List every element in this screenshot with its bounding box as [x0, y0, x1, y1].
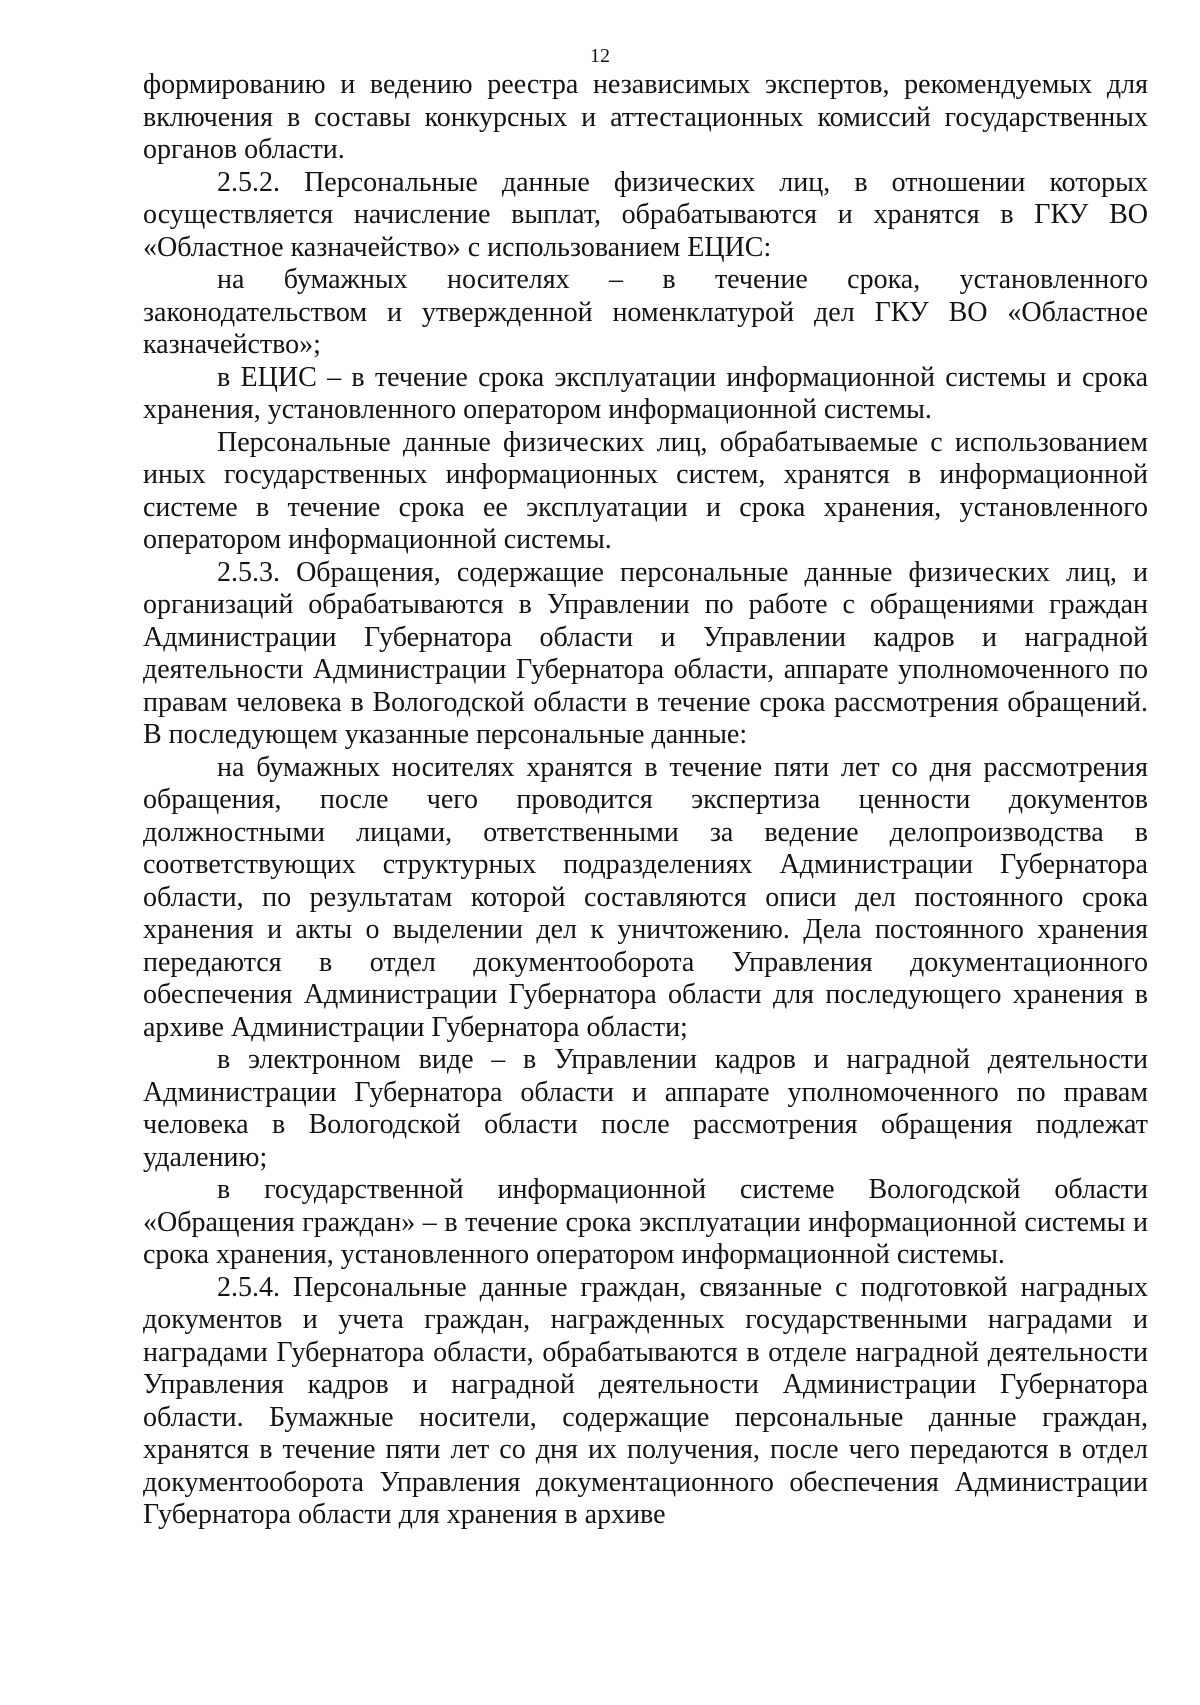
- paragraph-2-5-3: 2.5.3. Обращения, содержащие персональные данные физических лиц, и организаций обрабатываются в Управлении по работе с обращениями граждан Администрации Губернатора области и Управлении кадров и наградной деятельности Администрации Губернатора области, аппарате уполномоченного по правам человека в Вологодской области в течение срока рассмотрения обращений. В последующем указанные персональные данные:: [143, 556, 1148, 750]
- page-number: 12: [590, 45, 610, 67]
- paragraph-paper-media: на бумажных носителях – в течение срока, установленного законодательством и утвержденной номенклатурой дел ГКУ ВО «Областное казначейство»;: [143, 264, 1148, 360]
- paragraph-other-systems: Персональные данные физических лиц, обрабатываемые с использованием иных государственных информационных систем, хранятся в информационной системе в течение срока ее эксплуатации и срока хранения, установленного оператором информационной системы.: [143, 426, 1148, 555]
- paragraph-electronic-storage: в электронном виде – в Управлении кадров и наградной деятельности Администрации Губернатора области и аппарате уполномоченного по правам человека в Вологодской области после рассмотрения обращения подлежат удалению;: [143, 1044, 1148, 1173]
- paragraph-state-system: в государственной информационной системе Вологодской области «Обращения граждан» – в течение срока эксплуатации информационной системы и срока хранения, установленного оператором информационной системы.: [143, 1174, 1148, 1270]
- paragraph-ecis: в ЕЦИС – в течение срока эксплуатации информационной системы и срока хранения, установленного оператором информационной системы.: [143, 361, 1148, 425]
- paragraph-paper-storage: на бумажных носителях хранятся в течение пяти лет со дня рассмотрения обращения, после чего проводится экспертиза ценности документов должностными лицами, ответственными за ведение делопроизводства в соответствующих структурных подразделениях Администрации Губернатора области, по результатам которой составляются описи дел постоянного срока хранения и акты о выделении дел к уничтожению. Дела постоянного хранения передаются в отдел документооборота Управления документационного обеспечения Администрации Губернатора области для последующего хранения в архиве Администрации Губернатора области;: [143, 751, 1148, 1043]
- paragraph-continuation: формированию и ведению реестра независимых экспертов, рекомендуемых для включения в составы конкурсных и аттестационных комиссий государственных органов области.: [143, 69, 1148, 165]
- document-body: [143, 69, 1148, 1532]
- paragraph-2-5-2: 2.5.2. Персональные данные физических лиц, в отношении которых осуществляется начисление выплат, обрабатываются и хранятся в ГКУ ВО «Областное казначейство» с использованием ЕЦИС:: [143, 166, 1148, 263]
- paragraph-2-5-4: 2.5.4. Персональные данные граждан, связанные с подготовкой наградных документов и учета граждан, награжденных государственными наградами и наградами Губернатора области, обрабатываются в отделе наградной деятельности Управления кадров и наградной деятельности Администрации Губернатора области. Бумажные носители, содержащие персональные данные граждан, хранятся в течение пяти лет со дня их получения, после чего передаются в отдел документооборота Управления документационного обеспечения Администрации Губернатора области для хранения в архиве: [143, 1271, 1148, 1530]
